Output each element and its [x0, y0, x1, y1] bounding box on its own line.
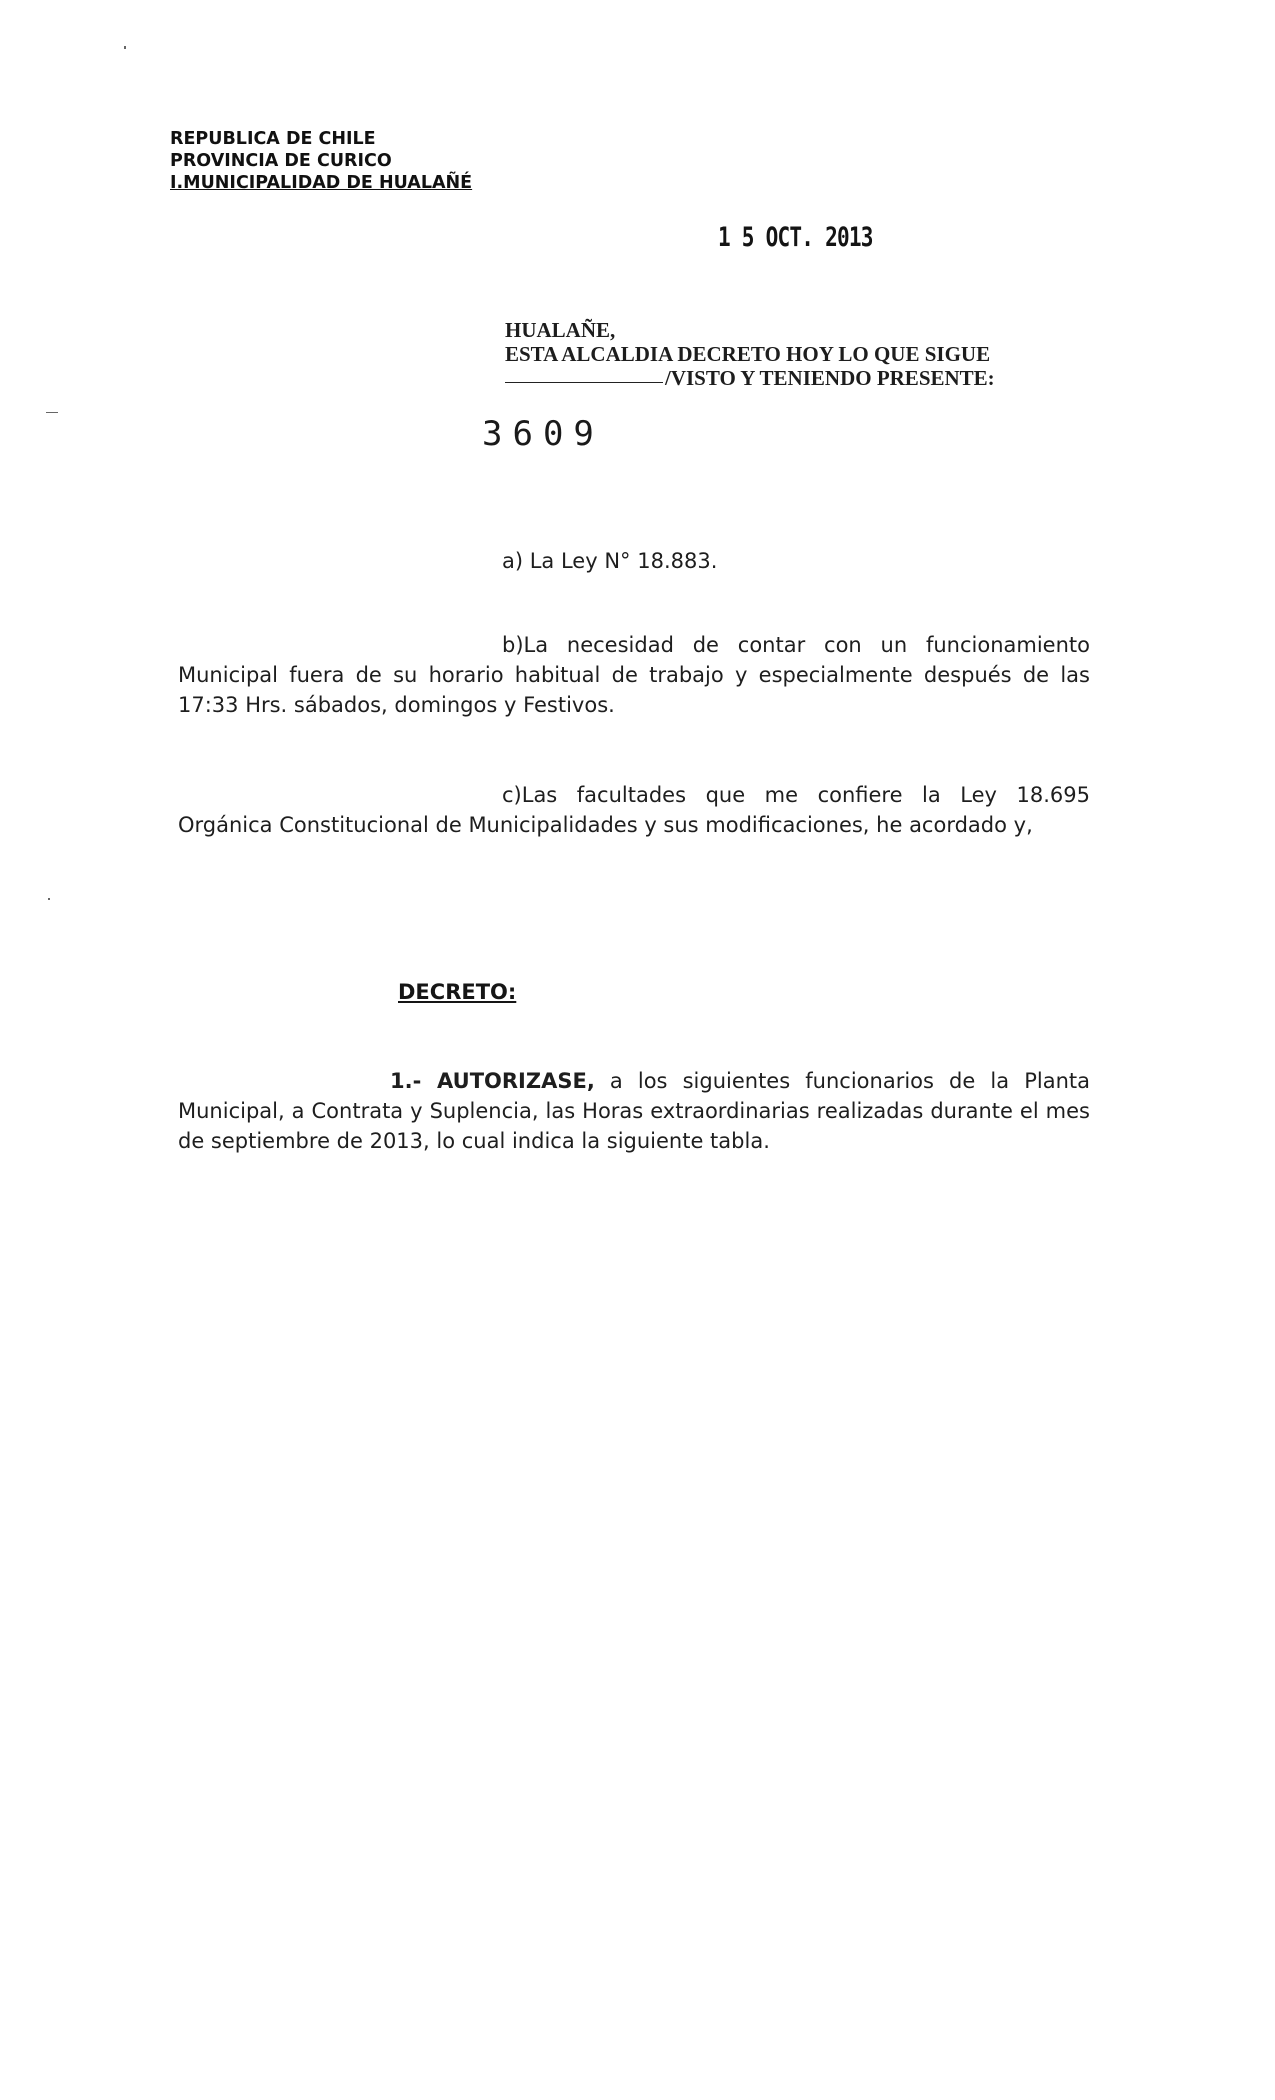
paragraph-a: a) La Ley N° 18.883.	[502, 549, 718, 573]
decree-item-1	[178, 1066, 1090, 1156]
document-header	[170, 128, 472, 194]
signature-blank-line	[505, 382, 663, 383]
preamble-visto-text: /VISTO Y TENIENDO PRESENTE:	[665, 366, 995, 390]
scan-speck	[46, 412, 58, 413]
header-municipality: I.MUNICIPALIDAD DE HUALAÑÉ	[170, 173, 473, 193]
paragraph-b	[178, 630, 1090, 720]
header-country: REPUBLICA DE CHILE	[170, 129, 376, 149]
decree-preamble	[505, 318, 995, 390]
preamble-place: HUALAÑE,	[505, 318, 616, 342]
decreto-title: DECRETO:	[398, 980, 517, 1004]
paragraph-c	[178, 780, 1090, 840]
decree-number: 3609	[482, 414, 604, 454]
paragraph-c-text: c)Las facultades que me confiere la Ley 18.695 Orgánica Constitucional de Municipalidades y sus modificaciones, he acordado y,	[178, 783, 1090, 837]
preamble-statement: ESTA ALCALDIA DECRETO HOY LO QUE SIGUE	[505, 342, 991, 366]
item-1-keyword: AUTORIZASE,	[437, 1069, 595, 1093]
item-1-text: a los siguientes funcionarios de la Planta Municipal, a Contrata y Suplencia, las Horas extraordinarias realizadas durante el mes de septiembre de 2013, lo cual indica la siguiente tabla.	[178, 1069, 1090, 1153]
scan-speck	[124, 46, 126, 49]
scan-speck	[48, 898, 50, 900]
item-1-number: 1.-	[390, 1069, 438, 1093]
preamble-visto	[505, 366, 995, 390]
date-stamp: 1 5 OCT. 2013	[718, 222, 873, 253]
paragraph-b-text: b)La necesidad de contar con un funcionamiento Municipal fuera de su horario habitual de trabajo y especialmente después de las 17:33 Hrs. sábados, domingos y Festivos.	[178, 633, 1090, 717]
header-province: PROVINCIA DE CURICO	[170, 151, 392, 171]
